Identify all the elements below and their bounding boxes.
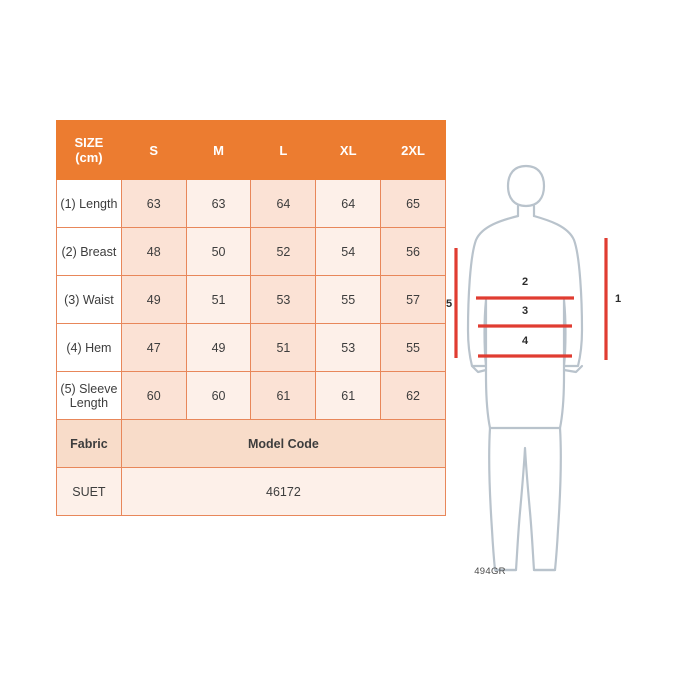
size-measurement-table [56,120,446,516]
measurement-marker-lines [456,238,606,360]
table-row [57,228,446,276]
table-header-row [57,121,446,180]
cell-waist-s: 49 [121,276,186,324]
cell-breast-2xl: 56 [381,228,446,276]
cell-breast-xl: 54 [316,228,381,276]
cell-hem-l: 51 [251,324,316,372]
cell-sleeve-2xl: 62 [381,372,446,420]
footer-model-code-value: 46172 [121,468,445,516]
cell-sleeve-s: 60 [121,372,186,420]
cell-breast-s: 48 [121,228,186,276]
header-size-s: S [121,121,186,180]
table-footer-value-row [57,468,446,516]
footer-fabric-value: SUET [57,468,122,516]
row-label-length: (1) Length [57,180,122,228]
header-size-m: M [186,121,251,180]
header-size-xl: XL [316,121,381,180]
marker-label-hem: 4 [522,335,529,347]
header-size-l: L [251,121,316,180]
cell-length-s: 63 [121,180,186,228]
cell-waist-xl: 55 [316,276,381,324]
cell-hem-2xl: 55 [381,324,446,372]
cell-sleeve-xl: 61 [316,372,381,420]
cell-hem-s: 47 [121,324,186,372]
marker-label-breast: 2 [522,276,529,288]
body-measurement-diagram [448,160,663,580]
marker-label-length: 1 [615,293,622,305]
header-size-cell [57,121,122,180]
cell-waist-2xl: 57 [381,276,446,324]
footer-fabric-label: Fabric [57,420,122,468]
human-body-outline [468,166,582,570]
marker-label-waist: 3 [522,305,529,317]
header-size-line1: SIZE [74,135,104,150]
cell-breast-l: 52 [251,228,316,276]
table-row [57,372,446,420]
table-row [57,180,446,228]
cell-length-xl: 64 [316,180,381,228]
header-size-2xl: 2XL [381,121,446,180]
cell-length-m: 63 [186,180,251,228]
row-label-breast: (2) Breast [57,228,122,276]
cell-length-l: 64 [251,180,316,228]
cell-sleeve-l: 61 [251,372,316,420]
cell-waist-m: 51 [186,276,251,324]
header-size-line2: (cm) [75,150,103,165]
cell-waist-l: 53 [251,276,316,324]
cell-hem-xl: 53 [316,324,381,372]
footer-model-code-label: Model Code [121,420,445,468]
cell-sleeve-m: 60 [186,372,251,420]
cell-breast-m: 50 [186,228,251,276]
row-label-hem: (4) Hem [57,324,122,372]
cell-length-2xl: 65 [381,180,446,228]
table-footer-label-row [57,420,446,468]
table-row [57,276,446,324]
marker-label-sleeve: 5 [446,298,453,310]
row-label-sleeve-length: (5) Sleeve Length [57,372,122,420]
cell-hem-m: 49 [186,324,251,372]
table-row [57,324,446,372]
garment-weight-code: 494GR [474,566,506,577]
row-label-waist: (3) Waist [57,276,122,324]
